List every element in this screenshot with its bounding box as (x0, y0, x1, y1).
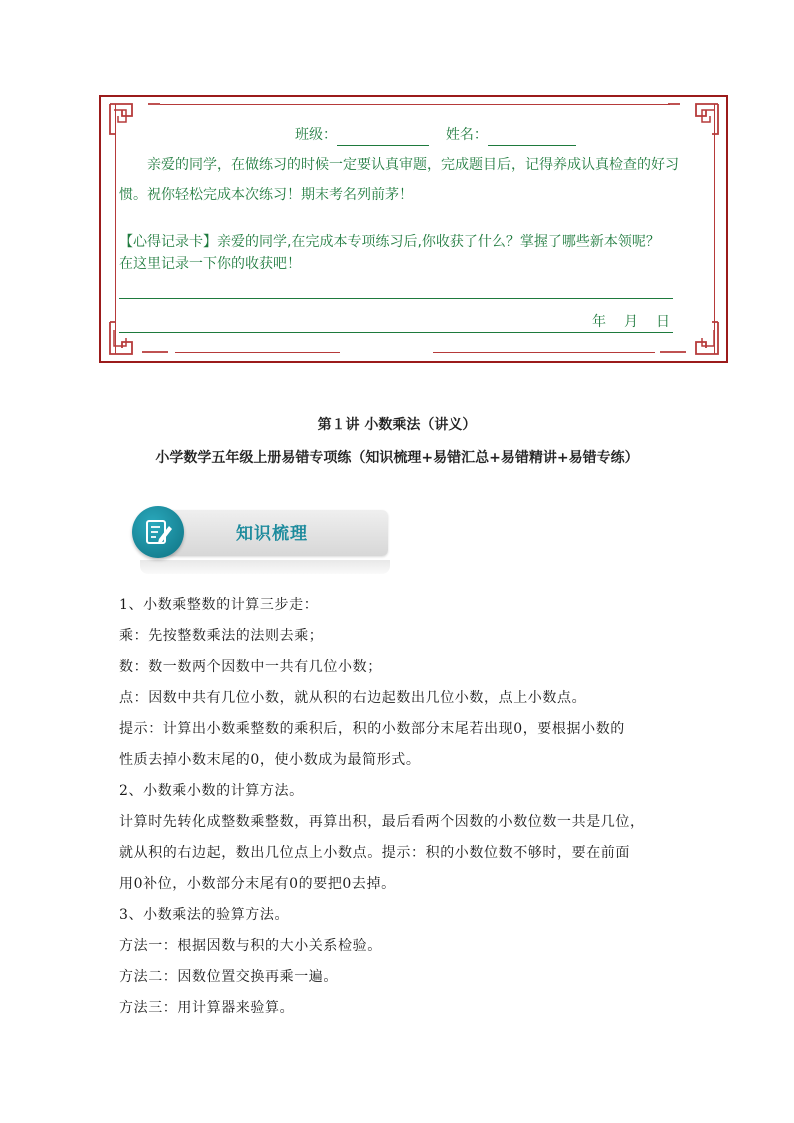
body-line: 方法三：用计算器来验算。 (119, 1000, 295, 1016)
lecture-subtitle: 小学数学五年级上册易错专项练（知识梳理+易错汇总+易错精讲+易错专练） (155, 450, 639, 466)
name-blank[interactable] (488, 129, 576, 146)
body-line: 乘：先按整数乘法的法则去乘； (119, 628, 324, 644)
banner-shadow (140, 560, 390, 574)
class-label: 班级： (295, 127, 337, 143)
class-blank[interactable] (337, 129, 429, 146)
intro-line-2: 惯。祝你轻松完成本次练习！期末考名列前茅！ (119, 187, 413, 203)
card-bottom-border-left (175, 352, 340, 353)
intro-line-1: 亲爱的同学，在做练习的时候一定要认真审题，完成题目后，记得养成认真检查的好习 (147, 157, 679, 173)
corner-ornament-top-right-icon (668, 100, 720, 140)
lecture-title: 第１讲 小数乘法（讲义） (317, 417, 477, 433)
corner-ornament-bottom-left-icon (108, 318, 170, 358)
class-name-row (295, 124, 576, 146)
body-line: 点：因数中共有几位小数，就从积的右边起数出几位小数，点上小数点。 (119, 690, 587, 706)
body-line: 3、小数乘法的验算方法。 (119, 907, 290, 923)
corner-ornament-top-left-icon (108, 100, 160, 140)
card-bottom-border-right (433, 352, 655, 353)
name-label: 姓名： (445, 127, 488, 143)
answer-line-1[interactable] (119, 298, 673, 299)
date-label: 年 月 日 (592, 314, 672, 330)
body-line: 方法一：根据因数与积的大小关系检验。 (119, 938, 382, 954)
section-banner-badge (132, 506, 184, 558)
body-line: 计算时先转化成整数乘整数，再算出积，最后看两个因数的小数位数一共是几位， (119, 814, 645, 830)
record-line-1: 【心得记录卡】亲爱的同学,在完成本专项练习后,你收获了什么？掌握了哪些新本领呢？ (119, 234, 660, 250)
answer-line-2[interactable] (119, 332, 673, 333)
pencil-note-icon (132, 506, 184, 558)
body-line: 提示：计算出小数乘整数的乘积后，积的小数部分末尾若出现0，要根据小数的 (119, 721, 625, 737)
record-line-2: 在这里记录一下你的收获吧！ (119, 256, 301, 272)
body-line: 1、小数乘整数的计算三步走： (119, 597, 319, 613)
body-line: 用0补位，小数部分末尾有0的要把0去掉。 (119, 876, 396, 892)
body-line: 2、小数乘小数的计算方法。 (119, 783, 304, 799)
body-line: 就从积的右边起，数出几位点上小数点。提示：积的小数位数不够时，要在前面 (119, 845, 630, 861)
section-banner-label: 知识梳理 (236, 524, 308, 544)
body-line: 性质去掉小数末尾的0，使小数成为最简形式。 (119, 752, 421, 768)
body-line: 方法二：因数位置交换再乘一遍。 (119, 969, 338, 985)
card-top-border (160, 104, 670, 105)
body-line: 数：数一数两个因数中一共有几位小数； (119, 659, 382, 675)
